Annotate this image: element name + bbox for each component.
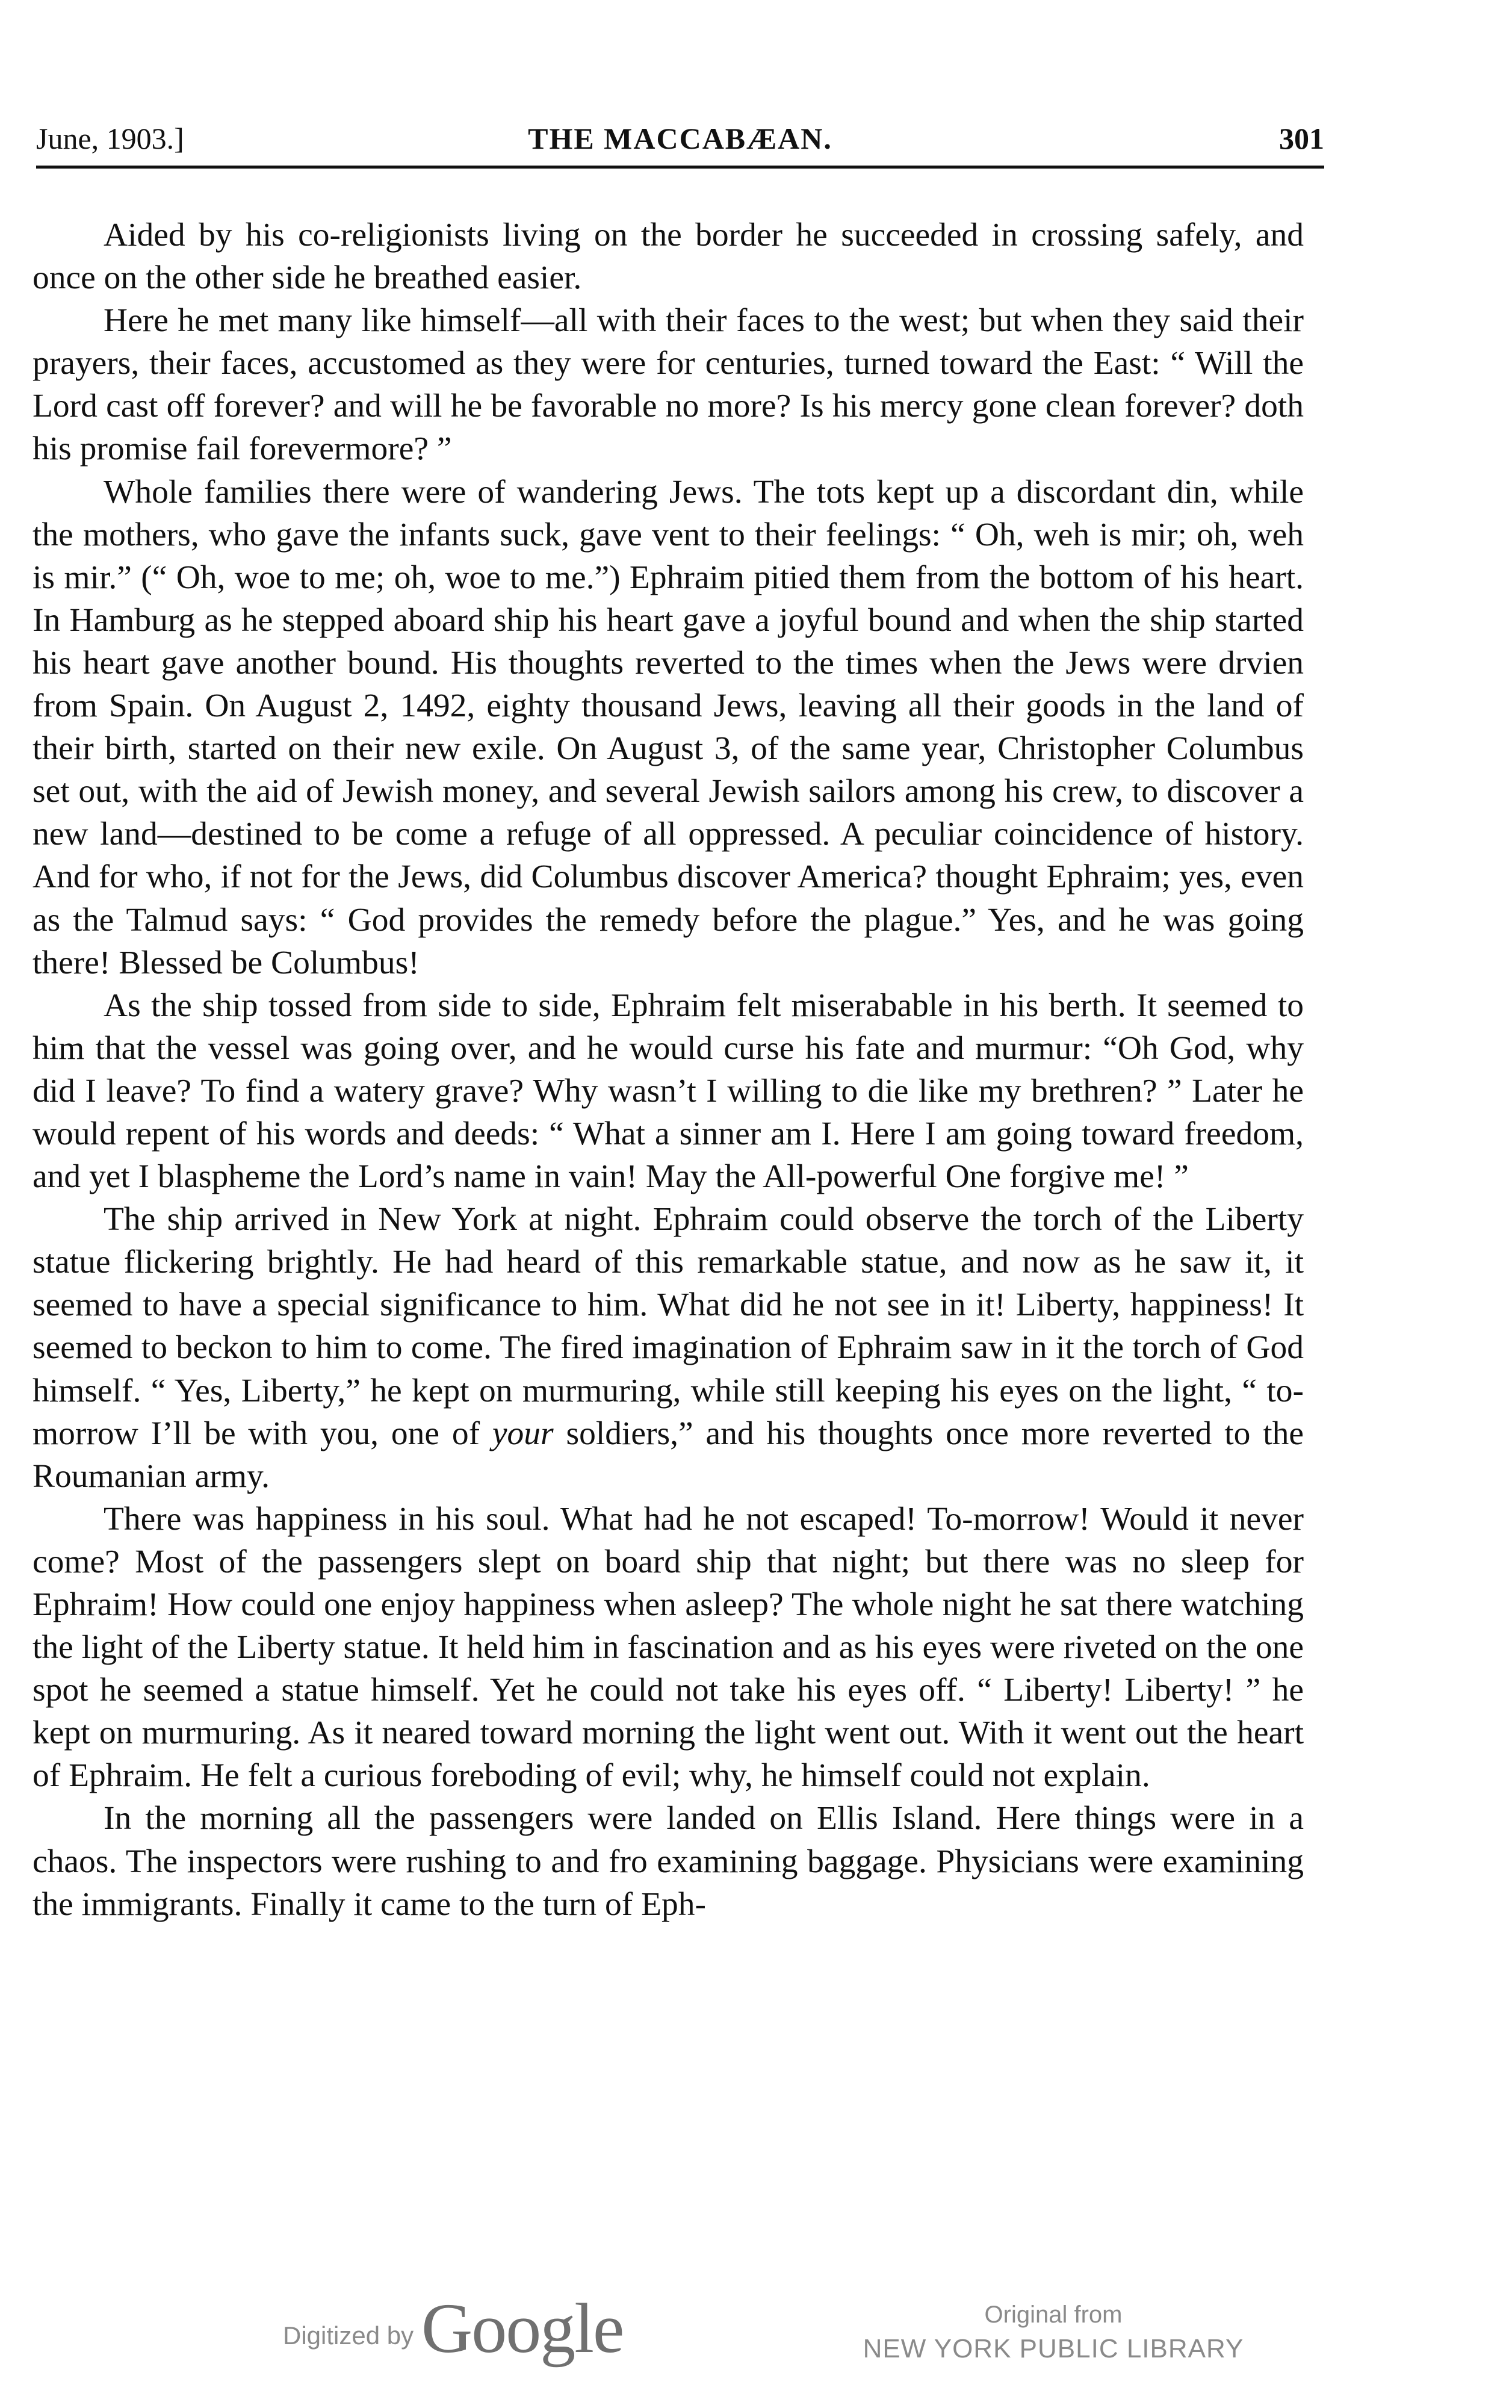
paragraph-5 [33,1198,1304,1498]
library-attribution [843,2298,1264,2367]
paragraph-4: As the ship tossed from side to side, Ephraim felt miserabable in his berth. It seemed to him that the vessel was going over, and he would curse his fate and murmur: “Oh God, why did I leave? To find a watery grave? Why wasn’t I willing to die like my brethren? ” Later he would repent of his words and deeds: “ What a sinner am I. Here I am going toward freedom, and yet I blaspheme the Lord’s name in vain! May the All-powerful One forgive me! ” [33,987,1304,1196]
header-date: June, 1903.] [36,122,184,155]
digitized-by-label: Digitized by [283,2321,414,2350]
page-number: 301 [1279,122,1324,155]
paragraph-5-text: The ship arrived in New York at night. Ephraim could observe the torch of the Liberty statue flickering brightly. He had heard of this remarkable statue, and now as he saw it, it seemed to have a special significance to him. What did he not see in it! Liberty, happiness! It seemed to beckon to him to come. The fired imagination of Ephraim saw in it the torch of God himself. “ Yes, Liberty,” he kept on murmuring, while still keeping his eyes on the light, “ to-morrow I’ll be with you, one of [33,1201,1304,1452]
library-name: NEW YORK PUBLIC LIBRARY [863,2334,1244,2363]
paragraph-6: There was happiness in his soul. What had he not escaped! To-morrow! Would it never come? Most of the passengers slept on board ship that night; but there was no sleep for Ephraim! How could one enjoy happiness when asleep? The whole night he sat there watching the light of the Liberty statue. It held him in fascination and as his eyes were riveted on the one spot he seemed a statue himself. Yet he could not take his eyes off. “ Liberty! Liberty! ” he kept on murmuring. As it neared toward morning the light went out. With it went out the heart of Ephraim. He felt a curious foreboding of evil; why, he himself could not explain. [33,1500,1304,1795]
google-logo: Google [421,2289,624,2368]
header-rule [36,166,1324,169]
running-header [36,114,1324,163]
paragraph-2: Here he met many like himself—all with their faces to the west; but when they said their prayers, their faces, accustomed as they were for centuries, turned toward the East: “ Will the Lord cast off forever? and will he be favorable no more? Is his mercy gone clean forever? doth his promise fail forevermore? ” [33,302,1304,468]
article-body [33,214,1304,1926]
paragraph-1: Aided by his co-religionists living on the border he succeeded in crossing safely, and once on the other side he breathed easier. [33,217,1304,297]
journal-title: THE MACCABÆAN. [528,122,832,155]
paragraph-5-tail: soldiers,” and his thoughts once more reverted to the Roumanian army. [33,1415,1304,1495]
emphasis-your: your [492,1415,554,1452]
paragraph-3: Whole families there were of wandering Jews. The tots kept up a discordant din, while the mothers, who gave the infants suck, gave vent to their feelings: “ Oh, weh is mir; oh, weh is mir.” (“ Oh, woe to me; oh, woe to me.”) Ephraim pitied them from the bottom of his heart. In Hamburg as he stepped aboard ship his heart gave a joyful bound and when the ship started his heart gave another bound. His thoughts reverted to the times when the Jews were drvien from Spain. On August 2, 1492, eighty thousand Jews, leaving all their goods in the land of their birth, started on their new exile. On August 3, of the same year, Christopher Columbus set out, with the aid of Jewish money, and several Jewish sailors among his crew, to discover a new land—destined to be come a refuge of all oppressed. A peculiar coincidence of history. And for who, if not for the Jews, did Columbus discover America? thought Ephraim; yes, even as the Talmud says: “ God provides the remedy before the plague.” Yes, and he was going there! Blessed be Columbus! [33,473,1304,981]
google-attribution [283,2288,704,2368]
paragraph-7: In the morning all the passengers were landed on Ellis Island. Here things were in a chaos. The inspectors were rushing to and fro examining baggage. Physicians were examining the immigrants. Finally it came to the turn of Eph- [33,1800,1304,1923]
original-from-label: Original from [984,2301,1123,2328]
